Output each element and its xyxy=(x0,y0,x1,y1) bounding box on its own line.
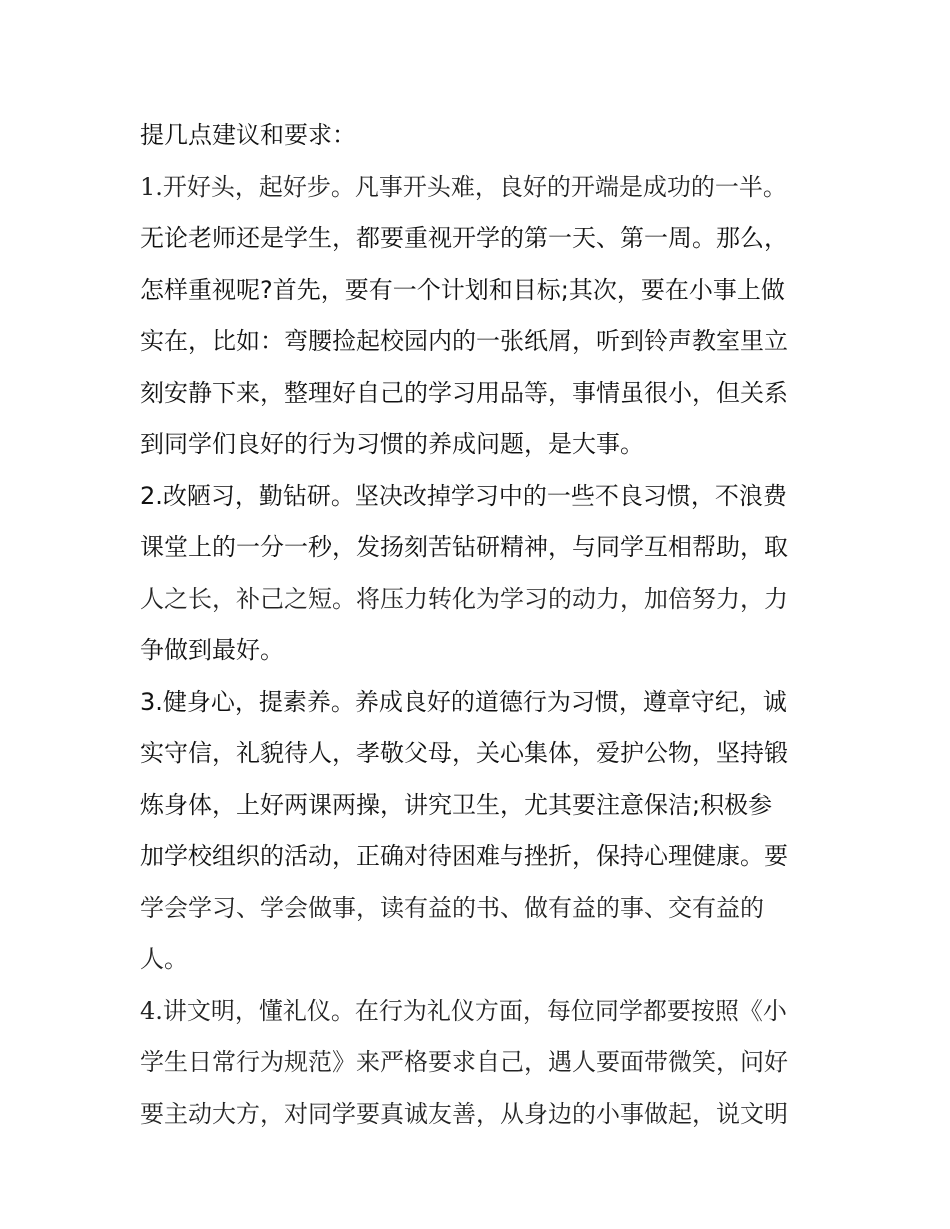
paragraph-line: 人之长，补己之短。将压力转化为学习的动力，加倍努力，力 xyxy=(140,584,788,613)
paragraph-line: 加学校组织的活动，正确对待困难与挫折，保持心理健康。要 xyxy=(140,842,788,870)
paragraph-line: 到同学们良好的行为习惯的养成问题，是大事。 xyxy=(140,430,644,458)
paragraph-line: 学生日常行为规范》来严格要求自己，遇人要面带微笑，问好 xyxy=(140,1048,788,1076)
paragraph-line: 3.健身心，提素养。养成良好的道德行为习惯，遵章守纪，诚 xyxy=(140,687,787,716)
paragraph-line: 1.开好头，起好步。凡事开头难，良好的开端是成功的一半。 xyxy=(140,172,787,201)
paragraph-line: 怎样重视呢?首先，要有一个计划和目标;其次，要在小事上做 xyxy=(140,275,785,304)
paragraph-line: 2.改陋习，勤钻研。坚决改掉学习中的一些不良习惯，不浪费 xyxy=(140,481,787,510)
document-body xyxy=(140,110,815,1140)
paragraph-line: 实守信，礼貌待人，孝敬父母，关心集体，爱护公物，坚持锻 xyxy=(140,739,788,767)
paragraph-line: 无论老师还是学生，都要重视开学的第一天、第一周。那么， xyxy=(140,224,788,252)
paragraph-line: 要主动大方，对同学要真诚友善，从身边的小事做起，说文明 xyxy=(140,1099,788,1128)
paragraph-line: 炼身体，上好两课两操，讲究卫生，尤其要注意保洁;积极参 xyxy=(140,790,773,819)
section-heading: 提几点建议和要求： xyxy=(140,121,356,149)
paragraph-line: 刻安静下来，整理好自己的学习用品等，事情虽很小，但关系 xyxy=(140,378,788,407)
paragraph-line: 4.讲文明，懂礼仪。在行为礼仪方面，每位同学都要按照《小 xyxy=(140,996,787,1025)
paragraph-line: 人。 xyxy=(140,945,188,973)
paragraph-line: 实在，比如：弯腰捡起校园内的一张纸屑，听到铃声教室里立 xyxy=(140,327,788,355)
paragraph-line: 争做到最好。 xyxy=(140,636,284,664)
paragraph-line: 学会学习、学会做事，读有益的书、做有益的事、交有益的 xyxy=(140,893,764,922)
paragraph-line: 课堂上的一分一秒，发扬刻苦钻研精神，与同学互相帮助，取 xyxy=(140,533,788,561)
